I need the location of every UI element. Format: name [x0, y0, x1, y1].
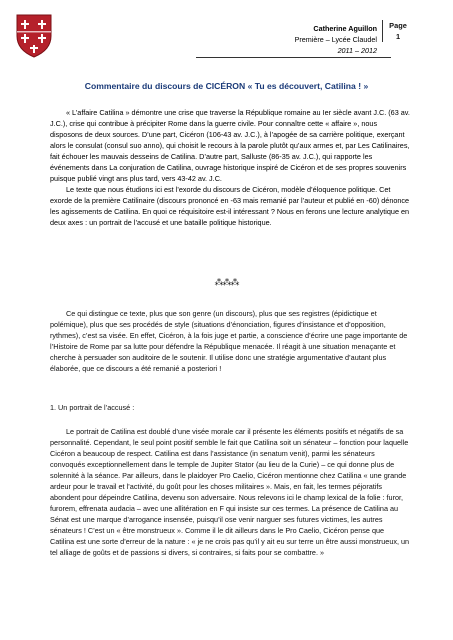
- portrait-section: [50, 426, 410, 558]
- portrait-paragraph: Le portrait de Catilina est doublé d’une visée morale car il présente les éléments positifs et négatifs de sa personnalité. Cependant, le seul point positif semble le fait que Catilina soit un sénateur – fonction pour laquelle Cicéron a beaucoup de respect. Catilina est dans l’assistance (in senatum venit), parmi les sénateurs convoqués exceptionnellement dans le temple de Jupiter Stator (au lieu de la Curie) – ce qui donne plus de solennité à la séance. Par ailleurs, dans le plaidoyer Pro Caelio, Cicéron mentionne chez Catilina « une grande ardeur pour le travail et l’activité, du goût pour les choses militaires ». Mais, en fait, les termes péjoratifs abondent pour dépeindre Catilina, devenu son adversaire. Nous relevons ici le champ lexical de la folie : furor, furorem, effrenata audacia – avec une allitération en F qui insiste sur ces termes. La présence de Catilina au Sénat est une marque d’arrogance insensée, puisqu’il ose venir narguer ses futures victimes, les autres sénateurs ! C’est un « être monstrueux ». Comme il le dit ailleurs dans le Pro Caelio, Cicéron pense que Catilina est une sorte d’erreur de la nature : « je ne crois pas qu’il y ait eu sur terre un être aussi monstrueux, un tel alliage de goûts et de passions si divers, si contraires, si faits pour se combattre. »: [50, 427, 410, 557]
- analysis-section: [50, 308, 410, 374]
- section-heading: 1. Un portrait de l’accusé :: [50, 403, 135, 412]
- introduction-section: [50, 107, 410, 228]
- page-number-box: [382, 20, 409, 42]
- author-name: Catherine Aguillon: [313, 24, 377, 33]
- intro-paragraph-2: Le texte que nous étudions ici est l’exorde du discours de Cicéron, modèle d’éloquence politique. Cet exorde de la première Catilinaire (discours prononcé en -63 mais remanié par l’auteur et publié en -60) dénonce les agissements de Catilina. En quoi ce réquisitoire est-il intéressant ? Nous en ferons une lecture analytique en deux axes : un portrait de l’accusé et une bataille politique historique.: [50, 185, 410, 227]
- document-header: [197, 23, 377, 56]
- intro-paragraph-1: « L’affaire Catilina » démontre une crise que traverse la République romaine au Ier siècle avant J.C. (63 av. J.C.), crise qui contribue à précipiter Rome dans la guerre civile. Pour connaître cette « affaire », nous disposons de deux sources. D’une part, Cicéron (106-43 av. J.C.), à l’apogée de sa carrière politique, exerçant alors le consulat (consul suo anno), qui choisit le recours à la parole plutôt qu’aux armes et, par Les Catilinaires, fait échouer les mauvais desseins de Catilina. D’autre part, Salluste (86-35 av. J.C.), qui rapporte les événements dans La conjuration de Catilina, ouvrage historique inspiré de Cicéron et de ses propres souvenirs puisque publié vingt ans plus tard, vers 43-42 av. J.C.: [50, 108, 410, 183]
- school-year: 2011 – 2012: [337, 46, 377, 55]
- coat-of-arms-logo: [16, 14, 52, 58]
- document-title: Commentaire du discours de CICÉRON « Tu es découvert, Catilina ! »: [84, 81, 369, 91]
- section-separator: ⁂⁂⁂: [214, 277, 239, 287]
- class-line: Première – Lycée Claudel: [294, 35, 377, 44]
- analysis-paragraph: Ce qui distingue ce texte, plus que son genre (un discours), plus que ses registres (épidictique et polémique), plus que ses procédés de style (situations d’énonciation, figures d’insistance et d’opposition, rythmes), c’est sa visée. En effet, Cicéron, à la fois juge et partie, a conscience d’écrire une page importante de l’Histoire de Rome par sa lutte pour défendre la République menacée. Il réagit à une situation menaçante et cherche à persuader son auditoire de le soutenir. Il utilise donc une stratégie argumentative d’autant plus élaborée, que ce discours a été remanié a posteriori !: [50, 309, 408, 373]
- header-rule: [196, 57, 391, 58]
- page-number: 1: [395, 32, 401, 41]
- page-label: Page: [389, 21, 407, 30]
